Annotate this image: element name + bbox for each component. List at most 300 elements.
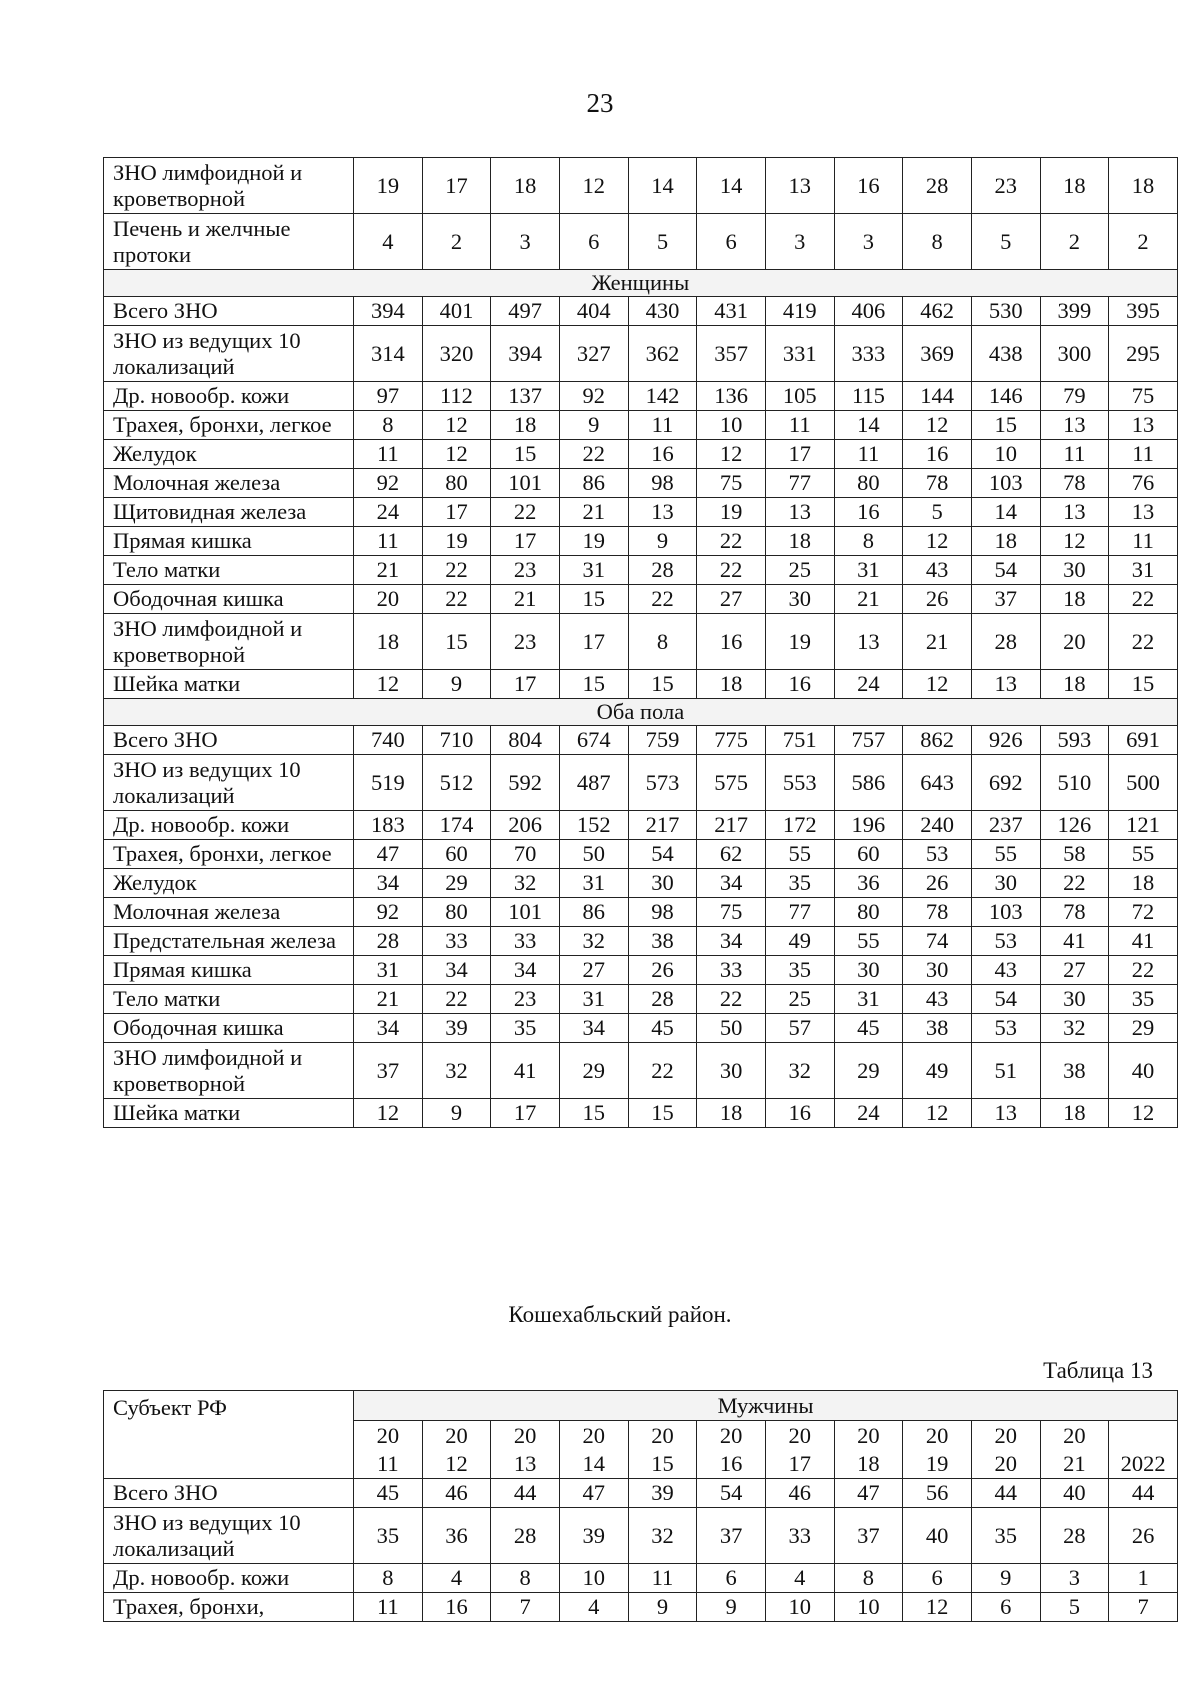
table-cell: 512 [422, 755, 491, 811]
table-cell: 62 [697, 840, 766, 869]
table-cell: 30 [1040, 556, 1109, 585]
table-cell: 15 [1109, 670, 1178, 699]
table-cell: 46 [422, 1479, 491, 1508]
table-cell: 34 [697, 927, 766, 956]
table-cell: 333 [834, 326, 903, 382]
table-cell: 12 [559, 158, 628, 214]
table-cell: 710 [422, 726, 491, 755]
table-cell: 35 [765, 956, 834, 985]
row-label: Ободочная кишка [104, 1014, 354, 1043]
table-cell: 6 [697, 214, 766, 270]
table-cell: 45 [628, 1014, 697, 1043]
table-cell: 12 [1109, 1099, 1178, 1128]
table-cell: 12 [1040, 527, 1109, 556]
table-cell: 24 [834, 1099, 903, 1128]
table-cell: 497 [491, 297, 560, 326]
table-cell: 240 [903, 811, 972, 840]
table-cell: 22 [1109, 614, 1178, 670]
table-cell: 77 [765, 898, 834, 927]
table-cell: 926 [971, 726, 1040, 755]
table-cell: 53 [903, 840, 972, 869]
table-row [104, 1043, 1178, 1099]
row-label: ЗНО из ведущих 10 локализаций [104, 1508, 354, 1564]
table-cell: 4 [422, 1564, 491, 1593]
table-cell: 60 [834, 840, 903, 869]
table-cell: 22 [628, 1043, 697, 1099]
table-cell: 575 [697, 755, 766, 811]
table-cell: 54 [697, 1479, 766, 1508]
table-cell: 6 [559, 214, 628, 270]
table-cell: 4 [765, 1564, 834, 1593]
year-header: 20 17 [765, 1421, 834, 1479]
table-cell: 29 [834, 1043, 903, 1099]
table-cell: 11 [834, 440, 903, 469]
table-row [104, 1479, 1178, 1508]
table-cell: 37 [971, 585, 1040, 614]
table-cell: 13 [765, 158, 834, 214]
table-cell: 45 [834, 1014, 903, 1043]
table-cell: 5 [1040, 1593, 1109, 1622]
table-cell: 105 [765, 382, 834, 411]
table-cell: 22 [1109, 585, 1178, 614]
table-cell: 3 [1040, 1564, 1109, 1593]
table-cell: 40 [903, 1508, 972, 1564]
table-cell: 593 [1040, 726, 1109, 755]
table-cell: 759 [628, 726, 697, 755]
table-cell: 80 [834, 898, 903, 927]
table-cell: 395 [1109, 297, 1178, 326]
table-cell: 34 [422, 956, 491, 985]
header-row-section [104, 1391, 1178, 1421]
table-cell: 30 [834, 956, 903, 985]
table-cell: 49 [765, 927, 834, 956]
table-cell: 38 [1040, 1043, 1109, 1099]
table-cell: 419 [765, 297, 834, 326]
table-cell: 206 [491, 811, 560, 840]
table-cell: 196 [834, 811, 903, 840]
table-cell: 406 [834, 297, 903, 326]
table-cell: 519 [354, 755, 423, 811]
table-cell: 53 [971, 927, 1040, 956]
table-cell: 553 [765, 755, 834, 811]
table-cell: 50 [697, 1014, 766, 1043]
row-label: ЗНО из ведущих 10 локализаций [104, 755, 354, 811]
table-cell: 98 [628, 898, 697, 927]
table-cell: 136 [697, 382, 766, 411]
table-cell: 25 [765, 556, 834, 585]
table-cell: 740 [354, 726, 423, 755]
table-cell: 314 [354, 326, 423, 382]
table-row [104, 670, 1178, 699]
table-cell: 22 [1040, 869, 1109, 898]
row-label: Желудок [104, 440, 354, 469]
table-cell: 41 [1109, 927, 1178, 956]
table-row [104, 956, 1178, 985]
row-label: Др. новообр. кожи [104, 1564, 354, 1593]
table-cell: 362 [628, 326, 697, 382]
table-cell: 573 [628, 755, 697, 811]
table-cell: 12 [354, 1099, 423, 1128]
table-cell: 40 [1109, 1043, 1178, 1099]
table-cell: 47 [834, 1479, 903, 1508]
district-caption: Кошехабльский район. [508, 1302, 732, 1327]
table-cell: 13 [1040, 411, 1109, 440]
table-cell: 146 [971, 382, 1040, 411]
table-cell: 115 [834, 382, 903, 411]
table-cell: 26 [903, 869, 972, 898]
table-cell: 2 [422, 214, 491, 270]
table-cell: 183 [354, 811, 423, 840]
table-cell: 23 [971, 158, 1040, 214]
table-cell: 22 [559, 440, 628, 469]
table-cell: 25 [765, 985, 834, 1014]
table-cell: 438 [971, 326, 1040, 382]
table-row [104, 440, 1178, 469]
table-cell: 32 [491, 869, 560, 898]
row-label: Шейка матки [104, 670, 354, 699]
table-cell: 35 [971, 1508, 1040, 1564]
year-header: 20 13 [491, 1421, 560, 1479]
table-cell: 327 [559, 326, 628, 382]
table-cell: 28 [971, 614, 1040, 670]
table-cell: 13 [1109, 498, 1178, 527]
table-cell: 92 [354, 898, 423, 927]
table-cell: 804 [491, 726, 560, 755]
table-cell: 80 [422, 469, 491, 498]
table-cell: 510 [1040, 755, 1109, 811]
table-cell: 18 [697, 1099, 766, 1128]
table-cell: 401 [422, 297, 491, 326]
table-cell: 404 [559, 297, 628, 326]
table-cell: 22 [697, 527, 766, 556]
table-row [104, 527, 1178, 556]
table-cell: 39 [628, 1479, 697, 1508]
row-label: Молочная железа [104, 898, 354, 927]
table-cell: 54 [971, 985, 1040, 1014]
table-cell: 23 [491, 985, 560, 1014]
table-cell: 11 [354, 440, 423, 469]
section-header-men: Мужчины [354, 1391, 1178, 1421]
row-label: Всего ЗНО [104, 1479, 354, 1508]
table-cell: 18 [1109, 158, 1178, 214]
table-cell: 78 [903, 898, 972, 927]
table-cell: 26 [903, 585, 972, 614]
table-cell: 78 [903, 469, 972, 498]
table-cell: 34 [697, 869, 766, 898]
table-cell: 5 [903, 498, 972, 527]
table-cell: 13 [834, 614, 903, 670]
table-cell: 36 [422, 1508, 491, 1564]
table-cell: 16 [834, 158, 903, 214]
table-cell: 300 [1040, 326, 1109, 382]
table-cell: 18 [1040, 158, 1109, 214]
table-cell: 55 [765, 840, 834, 869]
table-cell: 17 [765, 440, 834, 469]
table-cell: 691 [1109, 726, 1178, 755]
table-cell: 17 [422, 498, 491, 527]
table-cell: 12 [697, 440, 766, 469]
table-cell: 17 [559, 614, 628, 670]
table-cell: 9 [697, 1593, 766, 1622]
table-cell: 2 [1109, 214, 1178, 270]
table-cell: 3 [765, 214, 834, 270]
table-cell: 46 [765, 1479, 834, 1508]
table-cell: 13 [1109, 411, 1178, 440]
table-cell: 152 [559, 811, 628, 840]
table-cell: 15 [559, 1099, 628, 1128]
table-cell: 32 [1040, 1014, 1109, 1043]
table-cell: 103 [971, 469, 1040, 498]
table-cell: 54 [628, 840, 697, 869]
row-label: Щитовидная железа [104, 498, 354, 527]
table-cell: 12 [422, 440, 491, 469]
table-cell: 31 [559, 556, 628, 585]
table-row [104, 840, 1178, 869]
incidence-table-continued [103, 157, 1178, 1128]
table-cell: 43 [903, 556, 972, 585]
table-cell: 121 [1109, 811, 1178, 840]
table-cell: 8 [834, 527, 903, 556]
table-cell: 37 [834, 1508, 903, 1564]
table-cell: 8 [834, 1564, 903, 1593]
table-cell: 7 [491, 1593, 560, 1622]
table-row [104, 585, 1178, 614]
table-cell: 45 [354, 1479, 423, 1508]
table-cell: 5 [628, 214, 697, 270]
table-cell: 11 [1109, 527, 1178, 556]
table-cell: 13 [765, 498, 834, 527]
table-cell: 16 [422, 1593, 491, 1622]
table-row [104, 811, 1178, 840]
table-cell: 13 [628, 498, 697, 527]
table-cell: 39 [559, 1508, 628, 1564]
table-cell: 30 [1040, 985, 1109, 1014]
table-cell: 31 [559, 985, 628, 1014]
table-cell: 19 [765, 614, 834, 670]
table-row [104, 469, 1178, 498]
table-cell: 15 [491, 440, 560, 469]
table-cell: 27 [1040, 956, 1109, 985]
table-cell: 28 [491, 1508, 560, 1564]
table-cell: 530 [971, 297, 1040, 326]
table-cell: 14 [628, 158, 697, 214]
table-cell: 31 [834, 985, 903, 1014]
table-cell: 55 [834, 927, 903, 956]
table-row [104, 1099, 1178, 1128]
table-cell: 21 [903, 614, 972, 670]
table-cell: 12 [903, 1099, 972, 1128]
table-cell: 18 [697, 670, 766, 699]
table-cell: 30 [903, 956, 972, 985]
table-cell: 8 [628, 614, 697, 670]
table-cell: 15 [628, 670, 697, 699]
table-cell: 11 [628, 1564, 697, 1593]
table-cell: 18 [491, 158, 560, 214]
table-cell: 35 [1109, 985, 1178, 1014]
table-cell: 26 [628, 956, 697, 985]
table-cell: 35 [491, 1014, 560, 1043]
row-label: Всего ЗНО [104, 726, 354, 755]
table-cell: 41 [1040, 927, 1109, 956]
table-cell: 39 [422, 1014, 491, 1043]
table-cell: 55 [971, 840, 1040, 869]
table-cell: 75 [697, 469, 766, 498]
table-cell: 80 [422, 898, 491, 927]
table-cell: 692 [971, 755, 1040, 811]
table-cell: 15 [422, 614, 491, 670]
table-cell: 12 [354, 670, 423, 699]
table-cell: 15 [559, 670, 628, 699]
table-cell: 33 [491, 927, 560, 956]
table-cell: 487 [559, 755, 628, 811]
table-cell: 80 [834, 469, 903, 498]
table-cell: 11 [354, 527, 423, 556]
table-cell: 592 [491, 755, 560, 811]
year-header: 2022 [1109, 1421, 1178, 1479]
table-cell: 144 [903, 382, 972, 411]
row-label: ЗНО из ведущих 10 локализаций [104, 326, 354, 382]
table-cell: 237 [971, 811, 1040, 840]
table-cell: 13 [971, 1099, 1040, 1128]
table-cell: 32 [559, 927, 628, 956]
table-cell: 24 [834, 670, 903, 699]
table-cell: 38 [628, 927, 697, 956]
table-cell: 47 [354, 840, 423, 869]
table-cell: 33 [765, 1508, 834, 1564]
table-cell: 172 [765, 811, 834, 840]
section-header-both-sexes: Оба пола [104, 699, 1178, 726]
section-header-women: Женщины [104, 270, 1178, 297]
table-cell: 9 [422, 670, 491, 699]
row-label: ЗНО лимфоидной и кроветворной [104, 1043, 354, 1099]
table-cell: 17 [491, 527, 560, 556]
table-row [104, 297, 1178, 326]
row-label: Трахея, бронхи, легкое [104, 840, 354, 869]
row-label: Прямая кишка [104, 527, 354, 556]
table-cell: 9 [628, 527, 697, 556]
table-cell: 36 [834, 869, 903, 898]
table-cell: 357 [697, 326, 766, 382]
table-cell: 29 [1109, 1014, 1178, 1043]
table-cell: 775 [697, 726, 766, 755]
table-cell: 76 [1109, 469, 1178, 498]
table-cell: 43 [971, 956, 1040, 985]
table-cell: 86 [559, 469, 628, 498]
table-cell: 18 [765, 527, 834, 556]
table-cell: 33 [697, 956, 766, 985]
page-number: 23 [586, 88, 614, 118]
row-label: Ободочная кишка [104, 585, 354, 614]
year-header: 20 16 [697, 1421, 766, 1479]
table-row [104, 1564, 1178, 1593]
table-cell: 14 [834, 411, 903, 440]
table-cell: 30 [971, 869, 1040, 898]
table-cell: 16 [765, 670, 834, 699]
table-cell: 86 [559, 898, 628, 927]
table-cell: 40 [1040, 1479, 1109, 1508]
table-row [104, 1014, 1178, 1043]
table-cell: 75 [1109, 382, 1178, 411]
table-cell: 44 [1109, 1479, 1178, 1508]
table-cell: 16 [903, 440, 972, 469]
table-cell: 30 [697, 1043, 766, 1099]
table-cell: 21 [834, 585, 903, 614]
table-cell: 399 [1040, 297, 1109, 326]
table-cell: 369 [903, 326, 972, 382]
table-cell: 38 [903, 1014, 972, 1043]
table-cell: 6 [971, 1593, 1040, 1622]
row-label: Трахея, бронхи, легкое [104, 411, 354, 440]
table-cell: 22 [628, 585, 697, 614]
table-cell: 55 [1109, 840, 1178, 869]
table-cell: 586 [834, 755, 903, 811]
table-cell: 72 [1109, 898, 1178, 927]
table-cell: 20 [1040, 614, 1109, 670]
table-cell: 3 [834, 214, 903, 270]
table-cell: 1 [1109, 1564, 1178, 1593]
table-cell: 16 [765, 1099, 834, 1128]
table-row [104, 927, 1178, 956]
table-cell: 57 [765, 1014, 834, 1043]
table-cell: 9 [422, 1099, 491, 1128]
table-cell: 51 [971, 1043, 1040, 1099]
table-cell: 101 [491, 898, 560, 927]
table-cell: 5 [971, 214, 1040, 270]
table-row [104, 985, 1178, 1014]
table-row [104, 1508, 1178, 1564]
table-cell: 19 [559, 527, 628, 556]
row-label: ЗНО лимфоидной и кроветворной [104, 158, 354, 214]
table-cell: 6 [697, 1564, 766, 1593]
table-cell: 30 [628, 869, 697, 898]
table-cell: 44 [491, 1479, 560, 1508]
table-cell: 18 [1040, 1099, 1109, 1128]
section-header-both-sexes-row [104, 699, 1178, 726]
table-cell: 50 [559, 840, 628, 869]
row-label: Трахея, бронхи, [104, 1593, 354, 1622]
table-row [104, 869, 1178, 898]
table-cell: 9 [971, 1564, 1040, 1593]
table-row [104, 498, 1178, 527]
corner-label: Субъект РФ [104, 1391, 354, 1479]
table-cell: 11 [765, 411, 834, 440]
table-cell: 4 [559, 1593, 628, 1622]
table-title: Таблица 13 [1043, 1358, 1153, 1383]
table-cell: 79 [1040, 382, 1109, 411]
table-cell: 174 [422, 811, 491, 840]
table-cell: 34 [354, 1014, 423, 1043]
year-header: 20 18 [834, 1421, 903, 1479]
table-cell: 431 [697, 297, 766, 326]
table-cell: 20 [354, 585, 423, 614]
year-header: 20 20 [971, 1421, 1040, 1479]
table-cell: 26 [1109, 1508, 1178, 1564]
table-cell: 31 [354, 956, 423, 985]
table-cell: 9 [628, 1593, 697, 1622]
table-cell: 41 [491, 1043, 560, 1099]
table-cell: 56 [903, 1479, 972, 1508]
table-cell: 97 [354, 382, 423, 411]
row-label: Печень и желчные протоки [104, 214, 354, 270]
table-13 [103, 1390, 1178, 1622]
table-cell: 22 [491, 498, 560, 527]
table-cell: 22 [697, 985, 766, 1014]
year-header: 20 19 [903, 1421, 972, 1479]
table-cell: 24 [354, 498, 423, 527]
table-cell: 10 [559, 1564, 628, 1593]
table-cell: 10 [765, 1593, 834, 1622]
table-cell: 21 [354, 985, 423, 1014]
